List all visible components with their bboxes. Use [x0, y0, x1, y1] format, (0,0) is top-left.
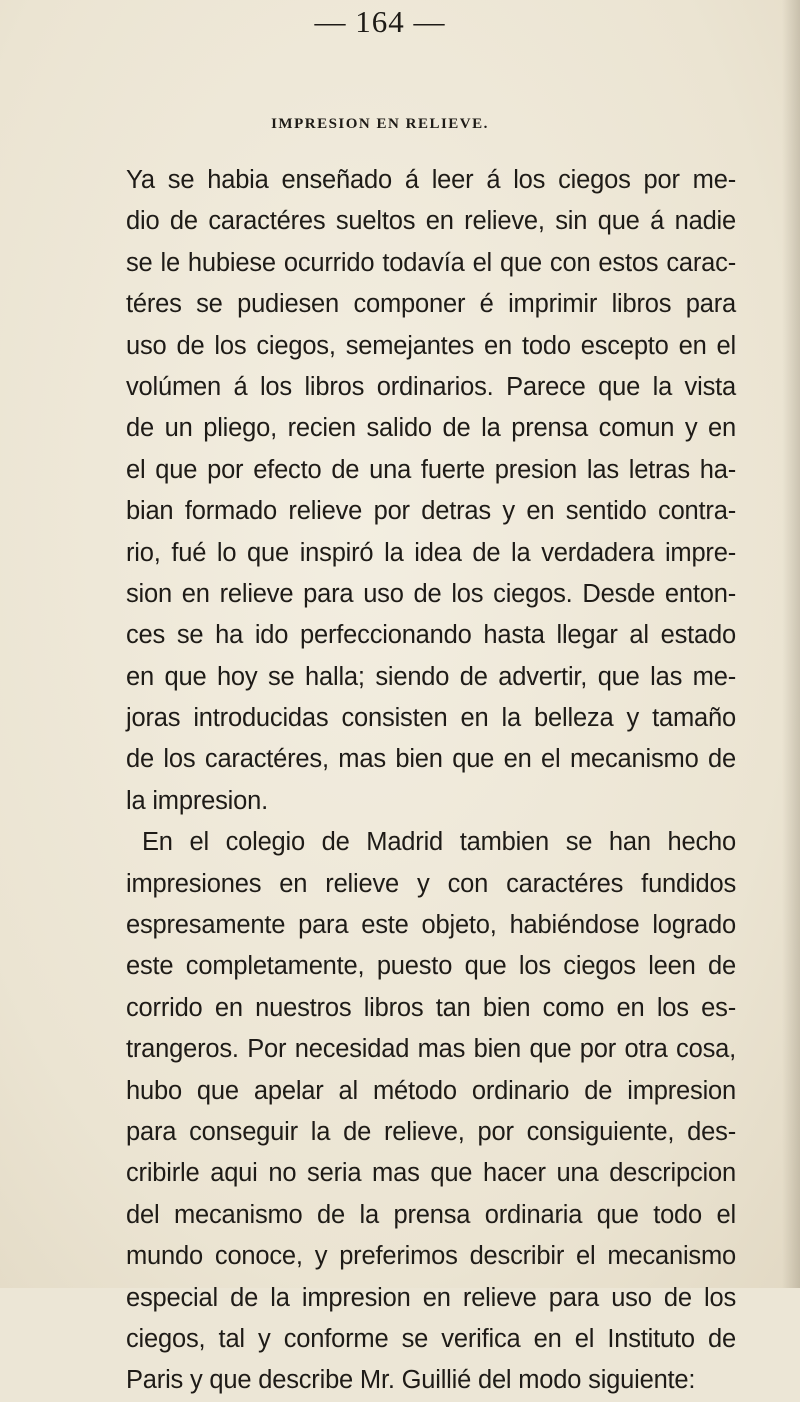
text-line: rio, fué lo que inspiró la idea de la verdadera impre-	[126, 538, 736, 567]
text-line: espresamente para este objeto, habiéndose logrado	[126, 911, 736, 940]
text-line: joras introducidas consisten en la belleza y tamaño	[126, 704, 736, 733]
page-edge-shadow	[782, 0, 800, 1288]
text-line: ciegos, tal y conforme se verifica en el Instituto de	[126, 1324, 736, 1353]
text-line: téres se pudiesen componer é imprimir libros para	[126, 290, 736, 319]
text-line: en que hoy se halla; siendo de advertir, que las me-	[126, 662, 736, 691]
text-line: dio de caractéres sueltos en relieve, sin que á nadie	[126, 207, 736, 236]
text-line: trangeros. Por necesidad mas bien que por otra cosa,	[126, 1035, 736, 1064]
text-line: la impresion.	[126, 786, 268, 815]
running-title: IMPRESION EN RELIEVE.	[271, 116, 489, 132]
text-line: hubo que apelar al método ordinario de impresion	[126, 1076, 736, 1105]
text-line: corrido en nuestros libros tan bien como en los es-	[126, 993, 736, 1022]
text-line: del mecanismo de la prensa ordinaria que todo el	[126, 1200, 736, 1229]
text-line: bian formado relieve por detras y en sentido contra-	[126, 497, 736, 526]
text-line: Paris y que describe Mr. Guillié del modo siguiente:	[126, 1366, 696, 1395]
body-text	[126, 160, 736, 1402]
text-line: de los caractéres, mas bien que en el mecanismo de	[126, 745, 736, 774]
text-line: de un pliego, recien salido de la prensa comun y en	[126, 414, 736, 443]
text-line: este completamente, puesto que los ciegos leen de	[126, 952, 736, 981]
text-line: mundo conoce, y preferimos describir el mecanismo	[126, 1242, 736, 1271]
text-line: sion en relieve para uso de los ciegos. Desde enton-	[126, 579, 736, 608]
text-line: volúmen á los libros ordinarios. Parece que la vista	[126, 372, 736, 401]
page-number-header: — 164 —	[314, 4, 446, 39]
text-line: ces se ha ido perfeccionando hasta llegar al estado	[126, 621, 736, 650]
text-line: el que por efecto de una fuerte presion las letras ha-	[126, 455, 736, 484]
text-line: cribirle aqui no seria mas que hacer una descripcion	[126, 1159, 736, 1188]
text-line: especial de la impresion en relieve para uso de los	[126, 1283, 736, 1312]
text-line: se le hubiese ocurrido todavía el que con estos carac-	[126, 248, 736, 277]
text-line: Ya se habia enseñado á leer á los ciegos por me-	[126, 166, 736, 194]
text-line: En el colegio de Madrid tambien se han hecho	[142, 828, 736, 857]
text-line: uso de los ciegos, semejantes en todo escepto en el	[126, 331, 736, 360]
text-line: para conseguir la de relieve, por consiguiente, des-	[126, 1117, 736, 1146]
text-line: impresiones en relieve y con caractéres fundidos	[126, 869, 736, 898]
